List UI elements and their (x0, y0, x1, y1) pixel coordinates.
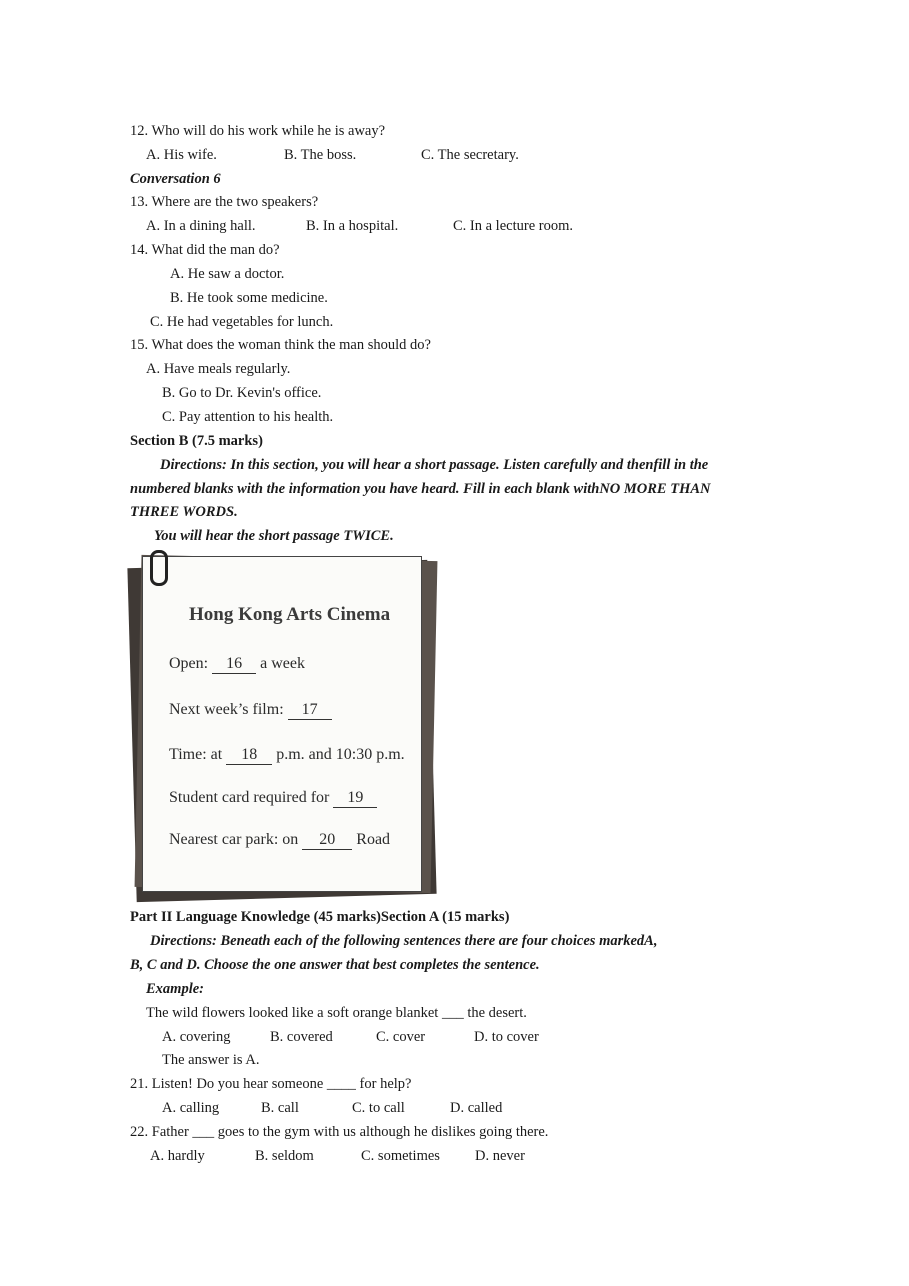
paperclip-icon (150, 550, 168, 586)
example-answer: The answer is A. (162, 1052, 260, 1068)
q14-option-b: B. He took some medicine. (170, 290, 328, 306)
q21-option-b: B. call (261, 1100, 299, 1116)
section-b-twice-note: You will hear the short passage TWICE. (154, 528, 394, 544)
part-ii-directions-line-1: Directions: Beneath each of the following sentences there are four choices markedA, (150, 933, 658, 949)
blank-16: 16 (212, 655, 256, 674)
section-b-directions-line-2: numbered blanks with the information you have heard. Fill in each blank withNO MORE THAN (130, 481, 711, 497)
part-ii-directions-line-2: B, C and D. Choose the one answer that best completes the sentence. (130, 957, 540, 973)
q13-option-b: B. In a hospital. (306, 218, 399, 234)
notice-card-label: Student card required for (169, 789, 330, 806)
q12-option-c: C. The secretary. (421, 147, 519, 163)
q15-option-c: C. Pay attention to his health. (162, 409, 334, 425)
notice-open-line (169, 655, 305, 674)
q22-option-b: B. seldom (255, 1148, 314, 1164)
notice-time-label: Time: at (169, 746, 223, 763)
q15-option-a: A. Have meals regularly. (146, 361, 291, 377)
question-14: 14. What did the man do? (130, 242, 280, 258)
example-sentence: The wild flowers looked like a soft orange blanket ___ the desert. (146, 1005, 527, 1021)
conversation-6-heading: Conversation 6 (130, 171, 221, 187)
notice-film-label: Next week’s film: (169, 701, 284, 718)
section-b-heading: Section B (7.5 marks) (130, 433, 263, 449)
part-ii-heading: Part II Language Knowledge (45 marks)Section A (15 marks) (130, 909, 510, 925)
blank-17: 17 (288, 701, 332, 720)
example-option-d: D. to cover (474, 1029, 539, 1045)
section-b-directions-line-3: THREE WORDS. (130, 504, 238, 520)
q13-option-a: A. In a dining hall. (146, 218, 256, 234)
notice-title: Hong Kong Arts Cinema (189, 604, 391, 625)
q13-option-c: C. In a lecture room. (453, 218, 573, 234)
notice-time-suffix: p.m. and 10:30 p.m. (276, 746, 405, 763)
question-13: 13. Where are the two speakers? (130, 194, 319, 210)
q12-option-a: A. His wife. (146, 147, 217, 163)
q21-option-a: A. calling (162, 1100, 220, 1116)
question-12: 12. Who will do his work while he is away? (130, 123, 386, 139)
blank-19: 19 (333, 789, 377, 808)
section-b-directions-line-1: Directions: In this section, you will hear a short passage. Listen carefully and thenfill in the (160, 457, 709, 473)
notice-open-suffix: a week (260, 655, 305, 672)
question-21: 21. Listen! Do you hear someone ____ for help? (130, 1076, 412, 1092)
blank-20: 20 (302, 831, 352, 850)
notice-time-line (169, 746, 405, 765)
notice-card-line (169, 789, 377, 808)
q21-option-d: D. called (450, 1100, 503, 1116)
question-22: 22. Father ___ goes to the gym with us although he dislikes going there. (130, 1124, 549, 1140)
notice-park-label: Nearest car park: on (169, 831, 299, 848)
q12-option-b: B. The boss. (284, 147, 357, 163)
q22-option-a: A. hardly (150, 1148, 205, 1164)
example-option-a: A. covering (162, 1029, 231, 1045)
q22-option-c: C. sometimes (361, 1148, 440, 1164)
q15-option-b: B. Go to Dr. Kevin's office. (162, 385, 322, 401)
example-option-c: C. cover (376, 1029, 426, 1045)
blank-18: 18 (226, 746, 272, 765)
notice-open-label: Open: (169, 655, 209, 672)
q14-option-a: A. He saw a doctor. (170, 266, 285, 282)
question-15: 15. What does the woman think the man should do? (130, 337, 431, 353)
q22-option-d: D. never (475, 1148, 525, 1164)
notice-paper (142, 556, 422, 892)
example-label: Example: (146, 981, 204, 997)
notice-park-line (169, 831, 390, 850)
notice-film-line (169, 701, 332, 720)
q21-option-c: C. to call (352, 1100, 405, 1116)
cinema-notice (128, 550, 436, 900)
example-option-b: B. covered (270, 1029, 333, 1045)
q14-option-c: C. He had vegetables for lunch. (150, 314, 334, 330)
notice-park-suffix: Road (356, 831, 391, 848)
